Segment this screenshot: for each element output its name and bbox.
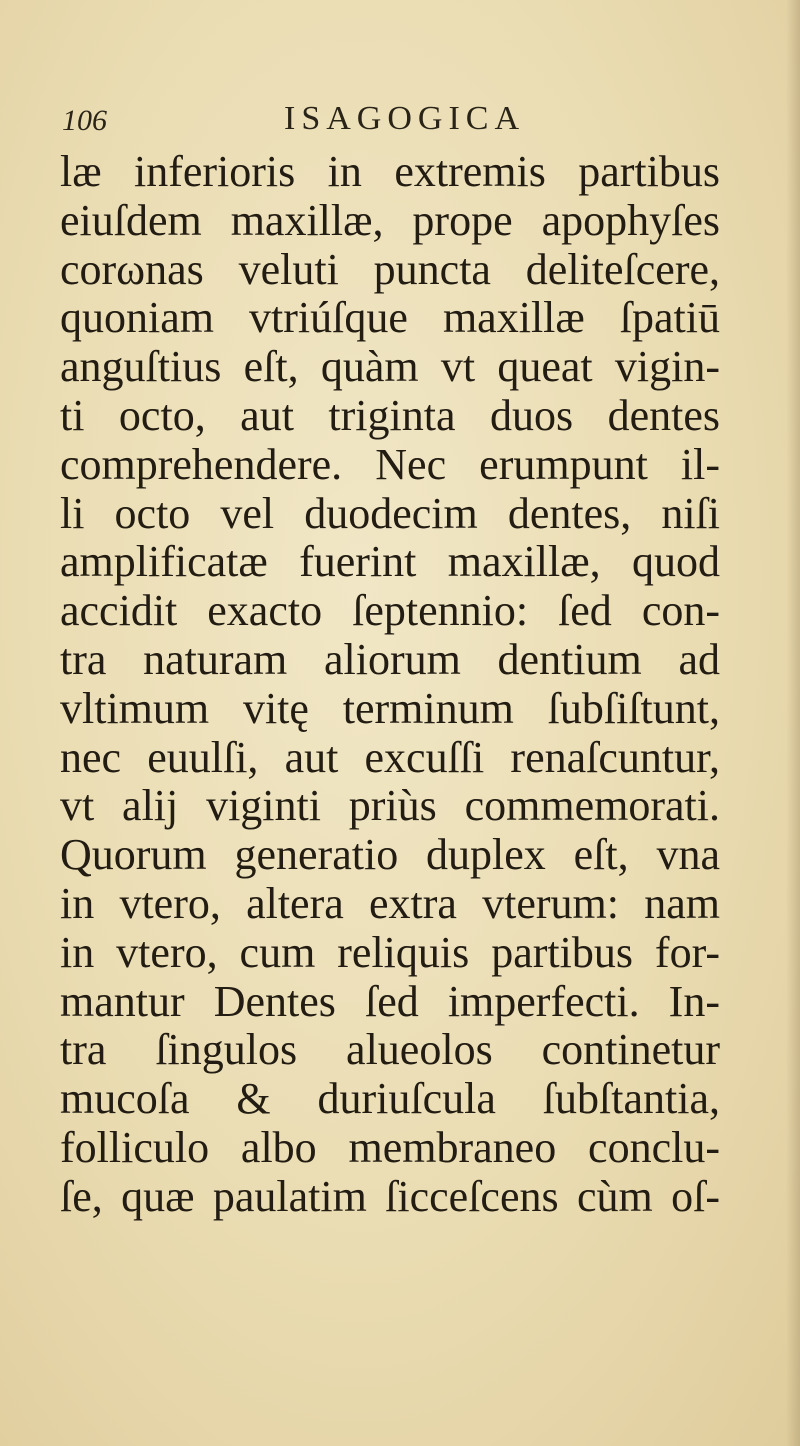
running-head: ISAGOGICA — [284, 100, 525, 137]
body-text — [60, 148, 720, 1222]
text-line: Quorum generatio duplex eſt, vna — [60, 830, 720, 880]
text-line: in vtero, altera extra vterum: nam — [60, 878, 720, 928]
text-line: mantur Dentes ſed imperfecti. In- — [60, 976, 720, 1026]
text-line: folliculo albo membraneo conclu- — [60, 1122, 720, 1172]
text-line: anguſtius eſt, quàm vt queat vigin- — [60, 342, 720, 392]
text-line: eiuſdem maxillæ, prope apophyſes — [60, 195, 720, 245]
text-line: in vtero, cum reliquis partibus for- — [60, 927, 720, 977]
text-line: accidit exacto ſeptennio: ſed con- — [60, 586, 720, 636]
text-line: ti octo, aut triginta duos dentes — [60, 390, 720, 440]
text-line: tra ſingulos alueolos continetur — [60, 1025, 720, 1075]
text-line: mucoſa & duriuſcula ſubſtantia, — [60, 1074, 720, 1124]
page-number: 106 — [62, 104, 107, 137]
text-line: comprehendere. Nec erumpunt il- — [60, 439, 720, 489]
text-line: nec euulſi, aut excuſſi renaſcuntur, — [60, 732, 720, 782]
text-line: li octo vel duodecim dentes, niſi — [60, 488, 720, 538]
text-line: læ inferioris in extremis partibus — [60, 147, 720, 196]
text-line: corωnas veluti puncta deliteſcere, — [60, 244, 720, 294]
text-line: tra naturam aliorum dentium ad — [60, 634, 720, 684]
text-line: ſe, quæ paulatim ſicceſcens cùm oſ- — [60, 1171, 720, 1221]
text-line: quoniam vtriúſque maxillæ ſpatiū — [60, 293, 720, 343]
text-line: vt alij viginti priùs commemorati. — [60, 781, 720, 831]
text-line: amplificatæ fuerint maxillæ, quod — [60, 537, 720, 587]
text-line: vltimum vitę terminum ſubſiſtunt, — [60, 683, 720, 733]
page-header — [62, 100, 722, 144]
